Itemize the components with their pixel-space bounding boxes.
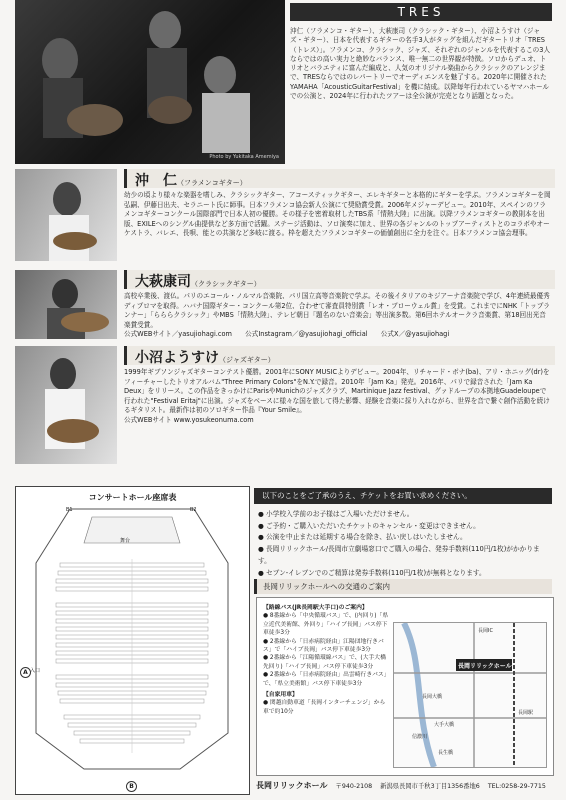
oki-heading [124,169,555,188]
seat-map-title: コンサートホール座席表 [88,493,177,502]
photo-credit: Photo by Yukitaka Amemiya [209,154,279,160]
map-place: 大手大橋 [434,722,455,728]
row-label-b1: B1 [66,507,73,513]
notice-heading: 以下のことをご了承のうえ、チケットをお買い求めください。 [254,488,552,504]
oki-bio: 幼少の頃より様々な楽器を嗜しみ、クラシックギター、アコースティックギター、エレキギターと本格的にギターを学ぶ。フラメンコギターを岡弘嗣、伊藤日出夫、セラニート氏に師事。日本フラメンコ協会新人公演にて奨励賞受賞。2006年メジャーデビュー。2010年、スペインのフラメンコギターコンクール国際部門で日本人初の優勝。その様子を密着取材したTBS系「情熱大陸」に出演。以降フラメンコギターの教則本を出版、EXILEへのシングル曲提供など多方面で活躍。ステージ活動は、ソロ演奏に加え、世界の各ジャンルのトップアーティストとのコラボやオーケストラ、バレエ、長唄、能との共演など多岐に渡る。枠を超えたフラメンコギターの価値創出に全力を注ぐ。日本フラメンコ協会理事。 [124,191,551,238]
telephone: TEL:0258-29-7715 [487,783,546,790]
entrance-a-label: 入口 [30,668,41,674]
notice-item: ● 小学校入学前のお子様はご入場いただけません。 [258,510,414,518]
route-item: ● 2番線から「江陽循環線バス」で、(大手大橋先回り)「ハイブ長岡」バス停下車徒歩3分 [263,655,386,670]
hall-logo: 長岡リリックホール [256,781,328,790]
map-place: 長岡大橋 [422,694,443,700]
notice-item: ● ご予約・ご購入いただいたチケットのキャンセル・変更はできません。 [258,521,480,530]
row-label-b2: B2 [190,507,197,513]
route-info [256,597,554,776]
route-text [263,601,389,716]
onuma-website: 公式WEBサイト www.yosukeonuma.com [124,415,254,424]
traffic-heading: 長岡リリックホールへの交通のご案内 [254,579,552,594]
map-place: 長岡IC [478,628,493,634]
notice-item: ● セブン-イレブンでのご精算は発券手数料(110円/1枚)が無料となります。 [258,568,486,577]
access-map [393,622,547,768]
zip-code: 〒940-2108 [335,783,373,790]
route-item: ● 8番線から「中央循環バス」で、(内回り)「県立近代美術館、外回り」「ハイブ長岡」バス停下車徒歩3分 [263,613,389,637]
tres-photo [15,0,285,164]
ohagi-photo [15,270,117,339]
map-place: 信濃川 [412,734,428,740]
route-item: ● 2番線から「日赤病院経由」江陽団地行きバス」で「ハイブ長岡」バス停下車徒歩3分 [263,638,384,654]
seat-map [15,486,250,795]
car-title: 【自家用車】 [263,692,298,699]
tres-title: TRES [290,3,552,21]
stage-label: 舞台 [120,538,131,544]
onuma-photo [15,346,117,464]
oki-name: 沖 仁（フラメンコギター） [135,173,247,189]
bus-title: 【路線バス(JR長岡駅大手口)のご案内】 [263,605,368,611]
ohagi-name: 大萩康司（クラシックギター） [135,274,261,290]
notice-list [258,509,550,579]
route-item: ● 2番線から「日赤病院経由」出雲崎行きバス」で、「県立美術館」バス停下車徒歩3分 [263,672,387,687]
ohagi-bio: 高校卒業後、渡仏。パリのエコール・ノルマル音楽院、パリ国立高等音楽院で学ぶ。その後イタリアのキジアーナ音楽院で学び、4年連続最優秀ディプロマを取得。ハバナ国際ギター・コンクール第2位、合わせて審査員特別賞「レオ・ブローウェル賞」を受賞。これまでにNHK「トップランナー」「らららクラシック」やMBS「情熱大陸」、テレビ朝日「題名のない音楽会」等出演多数。第6回ホテルオークラ音楽賞、第18回出光音楽賞受賞。 公式WEBサイト／yasujiohagi.com 公式Instagram／@yasujiohagi_official 公式X／@yasujiohagi [124,292,552,340]
onuma-heading [124,346,555,365]
map-hall-label: 長岡リリックホール [458,663,512,670]
address: 新潟県長岡市千秋3丁目1356番地6 [380,783,480,790]
notice-item: ● 公演を中止または延期する場合を除き、払い戻しはいたしません。 [258,533,467,542]
hall-diagram [30,503,234,773]
notice-item: ● 長岡リリックホール/長岡市立劇場窓口でご購入の場合、発券手数料(110円/1枚)がかかります。 [258,545,540,565]
oki-photo [15,169,117,261]
tres-description: 沖仁（フラメンコ・ギター）、大萩康司（クラシック・ギター）、小沼ようすけ（ジャズ・ギター）、日本を代表するギターの名手3人がタッグを組んだギタートリオ「TRES（トレス）」。フラメンコ、クラシック、ジャズ、それぞれのジャンルを代表するこの3人ならではの高い実力と絶妙なバランス、唯一無二の世界観が特徴。ソロからデュオ、トリオとバラエティに富んだ編成と、人気のオリジナル楽曲からクラシックのアレンジまで、TRESならではのレパートリーでオーディエンスを魅了する。2020年に開催されたYAMAHA「AcousticGuitarFestival」を機に結成。以降毎年行われているヤマハホールでの公演と、2024年に行われたツアーは全公演が完売となり話題となった。 [290,27,551,101]
entrance-b: B [126,781,137,792]
ohagi-heading [124,270,555,289]
footer [256,780,552,791]
ohagi-websites: 公式WEBサイト／yasujiohagi.com 公式Instagram／@yasujiohagi_official 公式X／@yasujiohagi [124,330,450,339]
tres-trio-image [15,0,285,164]
map-graphic [394,623,546,767]
car-info: ● 関越自動車道「長岡インターチェンジ」から車で約10分 [263,700,386,715]
map-place: 長生橋 [438,750,454,756]
entrance-a: A [20,667,31,678]
onuma-name: 小沼ようすけ（ジャズギター） [135,350,275,366]
onuma-bio: 1999年ギブソンジャズギターコンテスト優勝。2001年にSONY MUSICよりデビュー。2004年、リチャード・ボナ(ba)、アリ・ホニッグ(dr)をフィーチャーしたトリオアルバム"Three Primary Colors"をN.Y.で録音。2010年「Jam Ka」発売。2016年、パリで録音された「Jam Ka Deux」をリリース。この作品をきっかけにParisやMunichのジャズクラブ、Martinique Jazz festival、グァドループの本拠地Guadeloupeで行われた"Festival Eritaj"に出演。ジャズをベースに様々な国を旅して得た影響、経験を音楽に採り入れながら、世界を音で繋ぐ創作活動を続けるギタリスト。最新作は初のソロギター作品『Your Smile』。 公式WEBサイト www.yosukeonuma.com [124,368,552,426]
map-place: 長岡駅 [518,710,534,716]
